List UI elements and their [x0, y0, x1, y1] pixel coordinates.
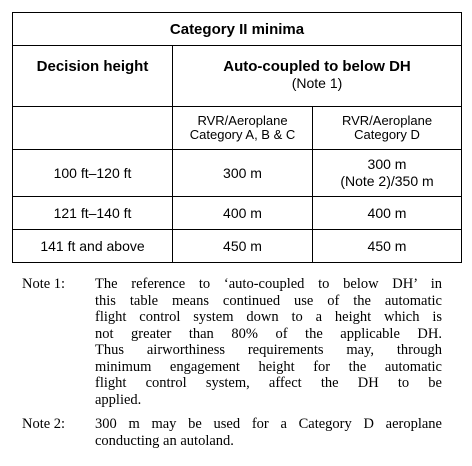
note-2-line: conducting an autoland. — [95, 432, 234, 449]
subheader-cat-d-line: Category D — [354, 127, 420, 142]
table-row — [13, 197, 462, 230]
header-auto-coupled — [173, 46, 462, 107]
table-row — [13, 230, 462, 263]
note-1-line: flight control system down to a height which is — [95, 309, 442, 325]
note-1-line: applied. — [95, 391, 142, 408]
note-2-line: 300 m may be used for a Category D aeroplane — [95, 416, 442, 432]
subheader-cat-abc — [173, 107, 313, 150]
cell-rvr-cat-d: 400 m — [313, 197, 462, 230]
cell-rvr-cat-abc: 400 m — [173, 197, 313, 230]
note-1-line: The reference to ‘auto-coupled to below DH’ in — [95, 276, 442, 292]
note-1 — [22, 276, 442, 408]
cell-rvr-cat-d — [313, 150, 462, 197]
note-2-label: Note 2: — [22, 416, 66, 432]
note-1-line: this table means continued use of the automatic — [95, 292, 442, 309]
cell-rvr-cat-abc: 300 m — [173, 150, 313, 197]
subheader-cat-abc-line: Category A, B & C — [189, 127, 296, 142]
subheader-cat-abc-line: RVR/Aeroplane — [197, 113, 288, 128]
subheader-cat-d-line: RVR/Aeroplane — [341, 113, 433, 128]
notes-section — [22, 276, 442, 457]
header-decision-height-label: Decision height — [36, 58, 149, 75]
cell-decision-height: 141 ft and above — [13, 230, 173, 263]
cell-rvr-cat-abc: 450 m — [173, 230, 313, 263]
table-title-row — [13, 13, 462, 46]
category-ii-minima-table — [12, 12, 462, 263]
note-1-text — [95, 276, 442, 408]
note-1-line: Thus airworthiness requirements may, through — [95, 342, 442, 358]
table-header-row — [13, 46, 462, 107]
note-2-text — [95, 416, 442, 449]
note-1-line: minimum engagement height for the automatic — [95, 358, 442, 375]
subheader-empty-cell — [13, 107, 173, 150]
cell-rvr-cat-d-line: (Note 2)/350 m — [340, 173, 434, 189]
note-1-label: Note 1: — [22, 276, 66, 292]
cell-rvr-cat-d-line: 300 m — [367, 156, 407, 172]
cell-decision-height: 121 ft–140 ft — [13, 197, 173, 230]
note-1-line: flight control system, affect the DH to be — [95, 375, 442, 391]
header-decision-height — [13, 46, 173, 107]
cell-decision-height: 100 ft–120 ft — [13, 150, 173, 197]
note-1-line: not greater than 80% of the applicable DH. — [95, 325, 442, 342]
header-auto-coupled-label: Auto-coupled to below DH — [223, 58, 411, 75]
table-row — [13, 150, 462, 197]
header-auto-coupled-note: (Note 1) — [291, 75, 343, 91]
table-subheader-row — [13, 107, 462, 150]
cell-rvr-cat-d: 450 m — [313, 230, 462, 263]
note-2 — [22, 416, 442, 449]
table-title: Category II minima — [13, 13, 462, 46]
subheader-cat-d — [313, 107, 462, 150]
